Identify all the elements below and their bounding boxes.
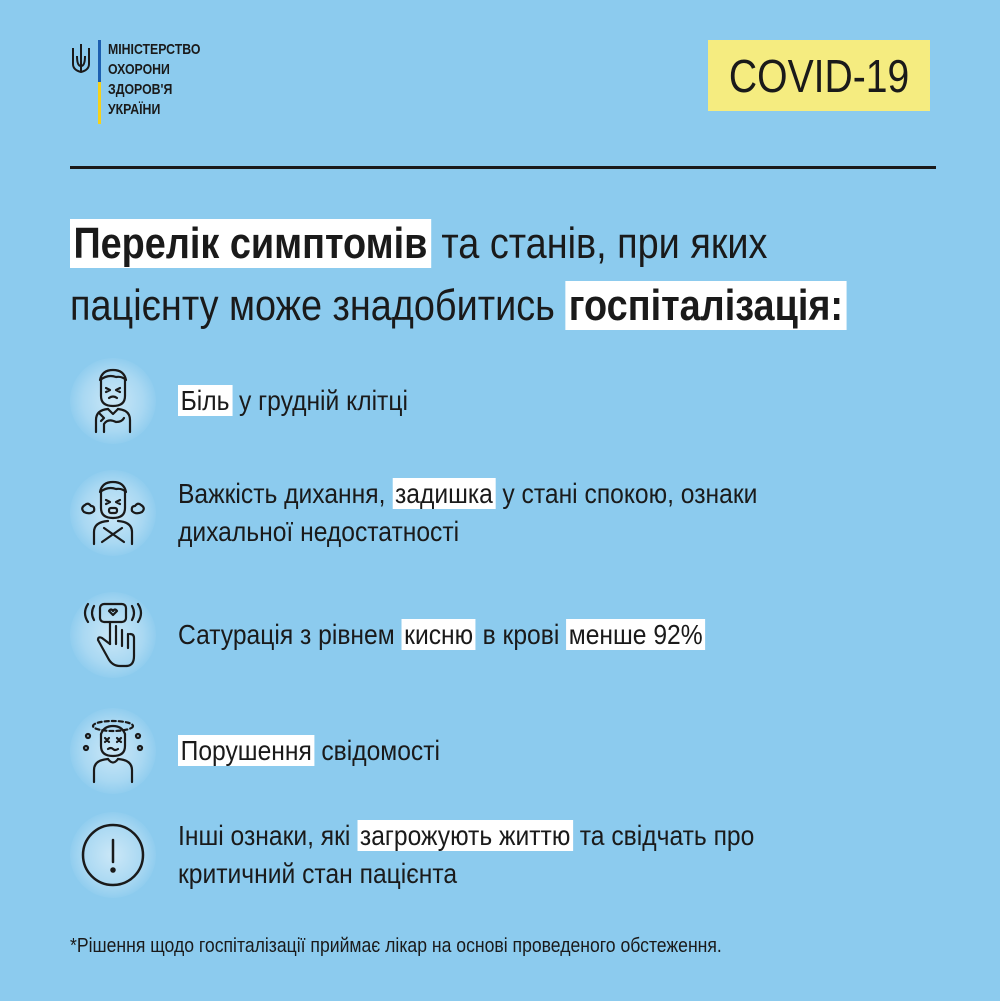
ministry-name-line: МІНІСТЕРСТВО bbox=[108, 41, 201, 58]
ministry-name-line: ЗДОРОВ'Я bbox=[108, 81, 173, 98]
symptom-highlight: менше 92% bbox=[566, 619, 705, 650]
logo-color-bar bbox=[98, 40, 101, 124]
breathing-difficulty-person-icon bbox=[78, 478, 148, 548]
covid-badge bbox=[708, 40, 930, 111]
symptom-highlight: задишка bbox=[392, 478, 495, 509]
symptom-text-line bbox=[178, 616, 705, 654]
headline-text: та станів, при яких bbox=[430, 219, 768, 268]
headline-highlight: госпіталізація: bbox=[565, 281, 846, 330]
symptom-highlight: кисню bbox=[402, 619, 476, 650]
trident-icon bbox=[70, 42, 92, 76]
headline-line-2 bbox=[70, 275, 844, 337]
symptom-text bbox=[178, 817, 833, 893]
symptom-highlight: Порушення bbox=[178, 735, 314, 766]
symptom-text-line bbox=[178, 817, 754, 855]
icon-glow bbox=[70, 812, 156, 898]
symptom-item-consciousness bbox=[70, 708, 930, 794]
dizzy-person-icon bbox=[78, 716, 148, 786]
symptom-fragment: свідомості bbox=[314, 735, 441, 766]
pulse-oximeter-hand-icon bbox=[78, 600, 148, 670]
headline-text: пацієнту може знадобитись bbox=[70, 281, 566, 330]
symptom-text-line bbox=[178, 855, 754, 893]
symptom-text-line bbox=[178, 513, 757, 551]
symptom-fragment: Інші ознаки, які bbox=[178, 820, 358, 851]
symptom-item-other-signs bbox=[70, 812, 930, 898]
ministry-name-line: УКРАЇНИ bbox=[108, 101, 161, 118]
symptom-item-chest-pain bbox=[70, 358, 930, 444]
icon-glow bbox=[70, 358, 156, 444]
symptom-item-breathing bbox=[70, 470, 930, 556]
symptom-fragment: дихальної недостатності bbox=[178, 516, 460, 547]
symptom-text bbox=[178, 616, 777, 654]
ministry-logo bbox=[70, 40, 221, 124]
symptom-text bbox=[178, 382, 439, 420]
symptom-item-saturation bbox=[70, 592, 930, 678]
symptom-text-line bbox=[178, 732, 440, 770]
symptom-fragment: у грудній клітці bbox=[232, 385, 408, 416]
symptom-highlight: загрожують життю bbox=[357, 820, 573, 851]
symptom-text-line bbox=[178, 475, 757, 513]
headline-highlight: Перелік симптомів bbox=[70, 219, 431, 268]
headline-line-1 bbox=[70, 213, 827, 275]
symptom-fragment: та свідчать про bbox=[572, 820, 755, 851]
symptom-fragment: Важкість дихання, bbox=[178, 478, 393, 509]
chest-pain-person-icon bbox=[78, 366, 148, 436]
icon-glow bbox=[70, 592, 156, 678]
headline bbox=[70, 213, 950, 337]
divider-rule bbox=[70, 166, 936, 169]
symptom-fragment: в крові bbox=[475, 619, 567, 650]
ministry-name bbox=[108, 40, 200, 120]
icon-glow bbox=[70, 470, 156, 556]
ministry-name-line: ОХОРОНИ bbox=[108, 61, 170, 78]
symptom-text-line bbox=[178, 382, 408, 420]
symptom-fragment: у стані спокою, ознаки bbox=[495, 478, 758, 509]
symptom-fragment: Сатурація з рівнем bbox=[178, 619, 402, 650]
exclamation-circle-icon bbox=[78, 820, 148, 890]
footnote: *Рішення щодо госпіталізації приймає лікар на основі проведеного обстеження. bbox=[70, 935, 722, 957]
covid-badge-text: COVID-19 bbox=[728, 49, 910, 102]
icon-glow bbox=[70, 708, 156, 794]
symptom-highlight: Біль bbox=[178, 385, 232, 416]
symptom-fragment: критичний стан пацієнта bbox=[178, 858, 458, 889]
symptom-text bbox=[178, 732, 476, 770]
symptom-text bbox=[178, 475, 836, 551]
